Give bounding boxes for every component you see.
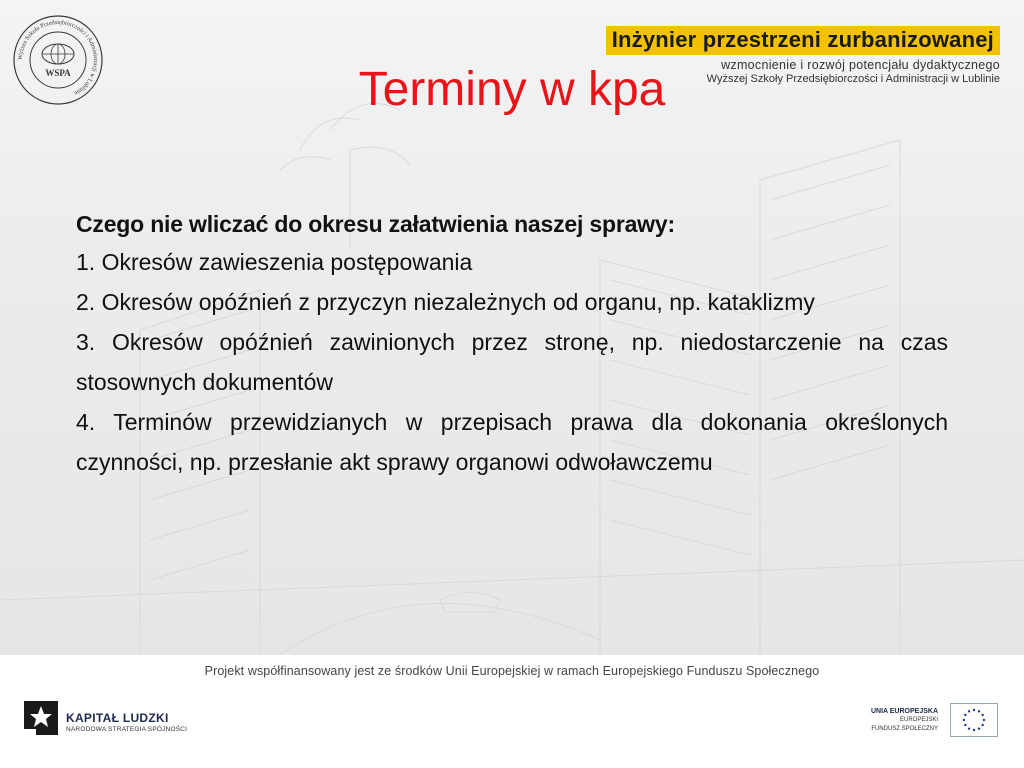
content-heading: Czego nie wliczać do okresu załatwienia naszej sprawy: <box>76 211 675 237</box>
eu-star-icon <box>983 719 985 721</box>
eu-star-icon <box>978 727 980 729</box>
eu-star-icon <box>968 710 970 712</box>
eu-star-icon <box>968 727 970 729</box>
eu-flag-icon <box>950 703 998 737</box>
eu-star-icon <box>973 729 975 731</box>
eu-star-icon <box>964 714 966 716</box>
list-item: 2. Okresów opóźnień z przyczyn niezależnych od organu, np. kataklizmy <box>76 289 815 315</box>
eu-star-icon <box>981 724 983 726</box>
kapital-ludzki-logo <box>22 697 62 739</box>
eu-star-icon <box>964 724 966 726</box>
list-item: 4. Terminów przewidzianych w przepisach prawa dla dokonania określonych czynności, np. przesłanie akt sprawy organowi odwoławczemu <box>76 409 948 475</box>
eu-subtitle-1: EUROPEJSKI <box>899 717 938 723</box>
kl-subtitle: NARODOWA STRATEGIA SPÓJNOŚCI <box>66 726 188 733</box>
eu-subtitle-2: FUNDUSZ SPOŁECZNY <box>871 726 938 732</box>
eu-star-icon <box>981 714 983 716</box>
cofinancing-note: Projekt współfinansowany jest ze środków Unii Europejskiej w ramach Europejskiego Funduszu Społecznego <box>204 664 820 678</box>
eu-text <box>871 707 938 734</box>
footer <box>0 655 1024 768</box>
eu-star-icon <box>973 709 975 711</box>
kl-title: KAPITAŁ LUDZKI <box>66 711 169 725</box>
eu-star-icon <box>978 710 980 712</box>
slide-title: Terminy w kpa <box>358 63 666 116</box>
logo-center-text: WSPA <box>45 68 71 78</box>
list-item: 1. Okresów zawieszenia postępowania <box>76 249 473 275</box>
logo-ring-text: Wyższa Szkoła Przedsiębiorczości i Administracji w Lublinie <box>16 18 100 97</box>
project-institution: Wyższej Szkoły Przedsiębiorczości i Administracji w Lublinie <box>706 73 1000 85</box>
eu-star-icon <box>963 719 965 721</box>
project-title: Inżynier przestrzeni zurbanizowanej <box>606 26 1000 55</box>
list-item: 3. Okresów opóźnień zawinionych przez stronę, np. niedostarczenie na czas stosownych dokumentów <box>76 329 948 395</box>
eu-title: UNIA EUROPEJSKA <box>870 708 938 715</box>
kapital-ludzki-text <box>66 711 187 733</box>
slide-content <box>76 206 948 482</box>
project-subtitle: wzmocnienie i rozwój potencjału dydaktycznego <box>721 58 1000 72</box>
